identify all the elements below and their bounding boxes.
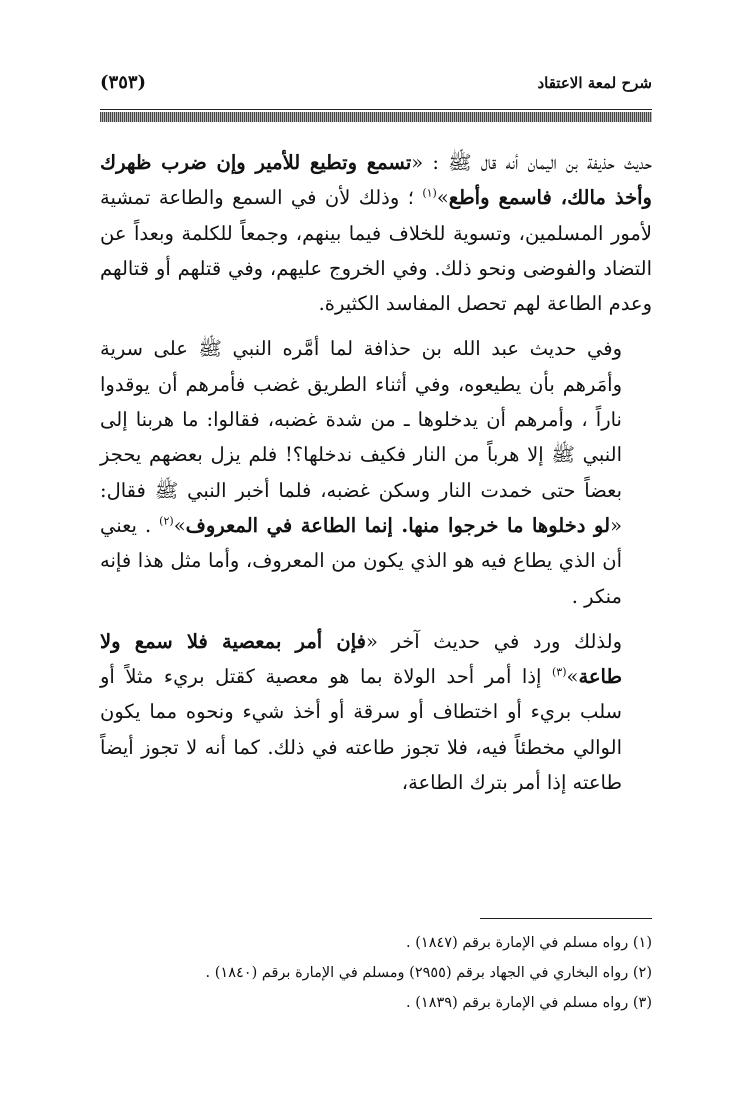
hadith-quote: فإن أمر بمعصية فلا سمع ولا طاعة [100, 629, 622, 689]
text-segment: » [173, 513, 186, 537]
text-segment: إذا أمر أحد الولاة بما هو معصية كقتل بريء مثلاً أو سلب بريء أو اختطاف أو سرقة أو أخذ شيء ونحوه مما يكون الوالي مخطئاً فيه، فلا تجوز طاعته في ذلك. كما أنه لا تجوز أيضاً طاعته إذا أمر بترك الطاعة، [100, 665, 622, 795]
main-text [100, 145, 652, 800]
paragraph-1 [100, 145, 652, 321]
text-segment: . يعني أن الذي يطاع فيه هو الذي يكون من المعروف، وأما مثل هذا فإنه منكر . [100, 513, 622, 608]
text-segment: وفي حديث عبد الله بن حذافة لما أمَّره النبي ﷺ على سرية وأمَرهم بأن يطيعوه، وفي أثناء الطريق غضب فأمرهم أن يوقدوا ناراً ، وأمرهم أن يدخلوها ـ من شدة غضبه، فقالوا: ما هربنا إلى النبي ﷺ إلا هرباً من النار فكيف ندخلها؟! فلم يزل بعضهم يحجز بعضاً حتى خمدت النار وسكن غضبه، فلما أخبر النبي ﷺ فقال: « [100, 337, 622, 537]
footnote-ref-3: (٣) [551, 665, 567, 679]
hadith-quote: تسمع وتطيع للأمير وإن ضرب ظهرك وأخذ مالك، فاسمع وأطع [100, 151, 652, 210]
page-header [100, 70, 652, 100]
book-title: شرح لمعة الاعتقاد [537, 74, 652, 92]
footnote-1: (١) رواه مسلم في الإمارة برقم (١٨٤٧) . [406, 935, 652, 951]
text-segment: » [566, 665, 579, 689]
header-pattern-rule [100, 112, 652, 122]
header-divider [100, 109, 652, 110]
footnote-ref-2: (٢) [159, 514, 174, 528]
text-segment: » [436, 186, 449, 210]
paragraph-2 [100, 331, 652, 613]
footnote-ref-1: (١) [422, 186, 437, 200]
hadith-quote: لو دخلوها ما خرجوا منها. إنما الطاعة في المعروف [185, 513, 611, 537]
paragraph-3 [100, 624, 652, 800]
text-segment: ؛ وذلك لأن في السمع والطاعة تمشية لأمور المسلمين، وتسوية للخلاف فيما بينهم، وجمعاً للكلمة وبعداً عن التضاد والفوضى ونحو ذلك. وفي الخروج عليهم، وفي قتلهم أو قتالهم وعدم الطاعة لهم تحصل المفاسد الكثيرة. [100, 186, 652, 316]
footnotes [100, 928, 652, 1018]
footnote-2: (٢) رواه البخاري في الجهاد برقم (٢٩٥٥) ومسلم في الإمارة برقم (١٨٤٠) . [205, 965, 652, 981]
page-number: (٣٥٣) [100, 72, 147, 93]
footnote-divider [480, 918, 652, 919]
footnote-3: (٣) رواه مسلم في الإمارة برقم (١٨٣٩) . [406, 995, 652, 1011]
text-segment: ولذلك ورد في حديث آخر « [365, 629, 622, 653]
text-segment: حديث حذيفة بن اليمان أنه قال ﷺ : « [411, 151, 653, 174]
